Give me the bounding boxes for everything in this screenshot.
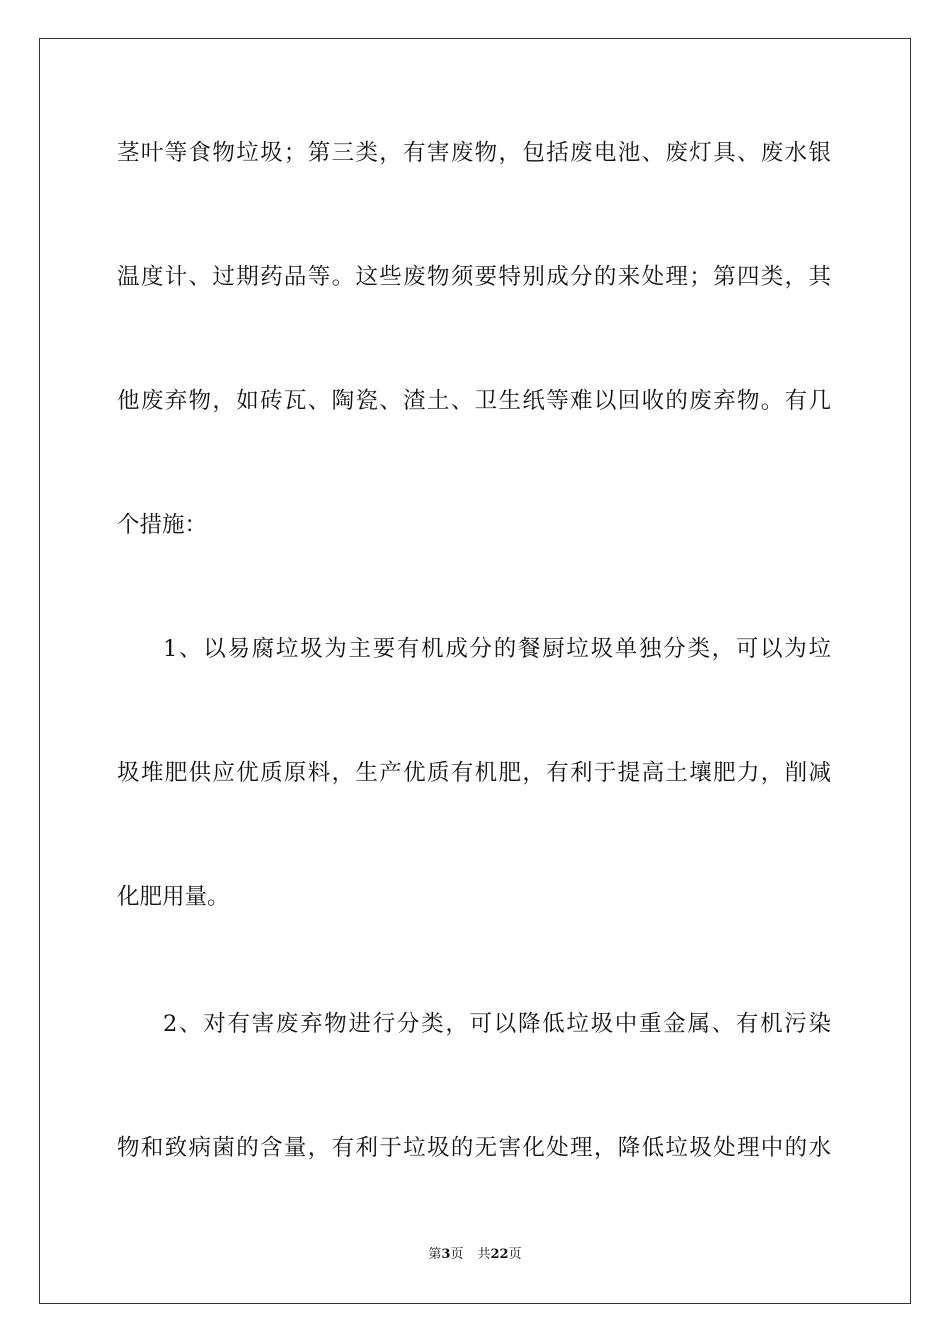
total-unit: 页 <box>508 1247 522 1262</box>
page-current: 3 <box>441 1247 451 1262</box>
paragraph-1-first-line: 1、以易腐垃圾为主要有机成分的餐厨垃圾单独分类，可以为垃 <box>163 636 831 662</box>
body-text-line: 化肥用量。 <box>117 884 230 910</box>
page-total: 22 <box>490 1247 509 1262</box>
body-text-line: 茎叶等食物垃圾；第三类，有害废物，包括废电池、废灯具、废水银 <box>117 140 831 166</box>
body-text-line: 他废弃物，如砖瓦、陶瓷、渣土、卫生纸等难以回收的废弃物。有几 <box>117 388 831 414</box>
body-text-line: 个措施： <box>117 512 208 538</box>
page-border <box>39 38 911 1304</box>
body-text-line: 物和致病菌的含量，有利于垃圾的无害化处理，降低垃圾处理中的水 <box>117 1135 831 1161</box>
paragraph-2-first-line: 2、对有害废弃物进行分类，可以降低垃圾中重金属、有机污染 <box>163 1011 831 1037</box>
page-prefix: 第 <box>428 1247 442 1262</box>
body-text-line: 圾堆肥供应优质原料，生产优质有机肥，有利于提高土壤肥力，削减 <box>117 760 831 786</box>
body-text-line: 温度计、过期药品等。这些废物须要特别成分的来处理；第四类，其 <box>117 264 831 290</box>
total-prefix: 共 <box>477 1247 491 1262</box>
page-footer <box>0 1246 950 1264</box>
page-unit: 页 <box>450 1247 464 1262</box>
